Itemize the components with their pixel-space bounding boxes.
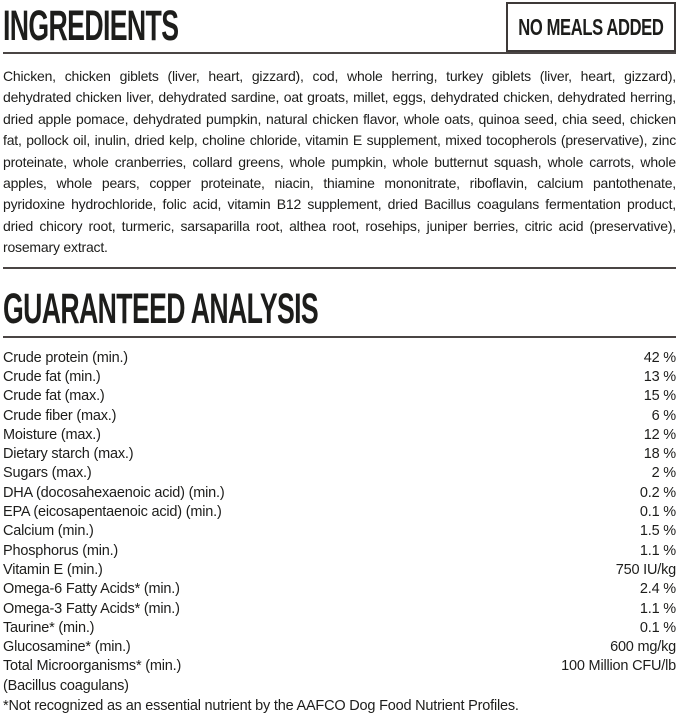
table-row: [3, 484, 676, 503]
row-value: 1.5 %: [639, 523, 676, 540]
row-label: Calcium (min.): [3, 523, 94, 540]
row-label: Taurine* (min.): [3, 619, 95, 636]
table-row: [3, 445, 676, 464]
ingredients-header: [3, 0, 676, 54]
row-value: 2 %: [651, 465, 676, 482]
row-label: Crude fat (min.): [3, 368, 101, 385]
row-value: 600 mg/kg: [610, 639, 676, 656]
aafco-footnote: *Not recognized as an essential nutrient by the AAFCO Dog Food Nutrient Profiles.: [3, 698, 519, 714]
row-label: Omega-6 Fatty Acids* (min.): [3, 581, 180, 598]
row-label: Crude fat (max.): [3, 388, 105, 405]
row-label: Omega-3 Fatty Acids* (min.): [3, 600, 180, 617]
row-label: (Bacillus coagulans): [3, 677, 129, 694]
row-value: 13 %: [643, 368, 676, 385]
table-row: [3, 349, 676, 368]
table-row: [3, 407, 676, 426]
table-row: [3, 657, 676, 676]
row-label: Crude protein (min.): [3, 349, 128, 366]
row-label: Dietary starch (max.): [3, 446, 134, 463]
row-label: Total Microorganisms* (min.): [3, 658, 182, 675]
row-value: 15 %: [643, 388, 676, 405]
table-row: [3, 677, 676, 696]
row-value: 0.1 %: [639, 619, 676, 636]
row-label: DHA (docosahexaenoic acid) (min.): [3, 484, 225, 501]
table-row: [3, 600, 676, 619]
row-label: Crude fiber (max.): [3, 407, 117, 424]
row-label: Glucosamine* (min.): [3, 639, 131, 656]
row-value: 18 %: [643, 446, 676, 463]
row-value: 1.1 %: [639, 542, 676, 559]
row-label: Phosphorus (min.): [3, 542, 119, 559]
table-row: [3, 387, 676, 406]
analysis-table: [3, 349, 676, 696]
row-value: 2.4 %: [639, 581, 676, 598]
row-value: 6 %: [651, 407, 676, 424]
analysis-heading: [3, 283, 511, 335]
table-row: [3, 503, 676, 522]
analysis-heading-text: GUARANTEED ANALYSIS: [3, 284, 319, 333]
table-row: [3, 464, 676, 483]
row-label: EPA (eicosapentaenoic acid) (min.): [3, 504, 222, 521]
table-row: [3, 638, 676, 657]
section-divider: [3, 267, 676, 269]
row-value: 1.1 %: [639, 600, 676, 617]
no-meals-added-badge: [506, 2, 676, 52]
row-value: 750 IU/kg: [615, 561, 676, 578]
table-row: [3, 426, 676, 445]
table-row: [3, 580, 676, 599]
row-label: Moisture (max.): [3, 426, 101, 443]
row-label: Sugars (max.): [3, 465, 92, 482]
table-row: [3, 542, 676, 561]
row-value: 12 %: [643, 426, 676, 443]
row-value: 100 Million CFU/lb: [561, 658, 676, 675]
no-meals-added-badge-text: NO MEALS ADDED: [518, 13, 664, 40]
ingredients-paragraph: Chicken, chicken giblets (liver, heart, gizzard), cod, whole herring, turkey giblets (liver, heart, gizzard), dehydrated chicken liver, dehydrated sardine, oat groats, millet, eggs, dehydrated chicken, dehydrated herring, dried apple pomace, dehydrated pumpkin, natural chicken flavor, whole oats, quinoa seed, chia seed, chicken fat, pollock oil, inulin, dried kelp, choline chloride, vitamin E supplement, mixed tocopherols (preservative), zinc proteinate, whole cranberries, collard greens, whole pumpkin, whole butternut squash, whole carrots, whole apples, whole pears, copper proteinate, niacin, thiamine mononitrate, riboflavin, calcium pantothenate, pyridoxine hydrochloride, folic acid, vitamin B12 supplement, dried Bacillus coagulans fermentation product, dried chicory root, turmeric, sarsaparilla root, althea root, rosehips, juniper berries, citric acid (preservative), rosemary extract.: [3, 68, 676, 256]
ingredients-heading-text: INGREDIENTS: [3, 2, 179, 50]
row-value: 42 %: [643, 349, 676, 366]
analysis-header: [3, 283, 676, 338]
table-row: [3, 619, 676, 638]
table-row: [3, 522, 676, 541]
table-row: [3, 368, 676, 387]
row-label: Vitamin E (min.): [3, 561, 103, 578]
row-value: 0.1 %: [639, 504, 676, 521]
table-row: [3, 561, 676, 580]
ingredients-heading: [3, 0, 286, 52]
row-value: 0.2 %: [639, 484, 676, 501]
